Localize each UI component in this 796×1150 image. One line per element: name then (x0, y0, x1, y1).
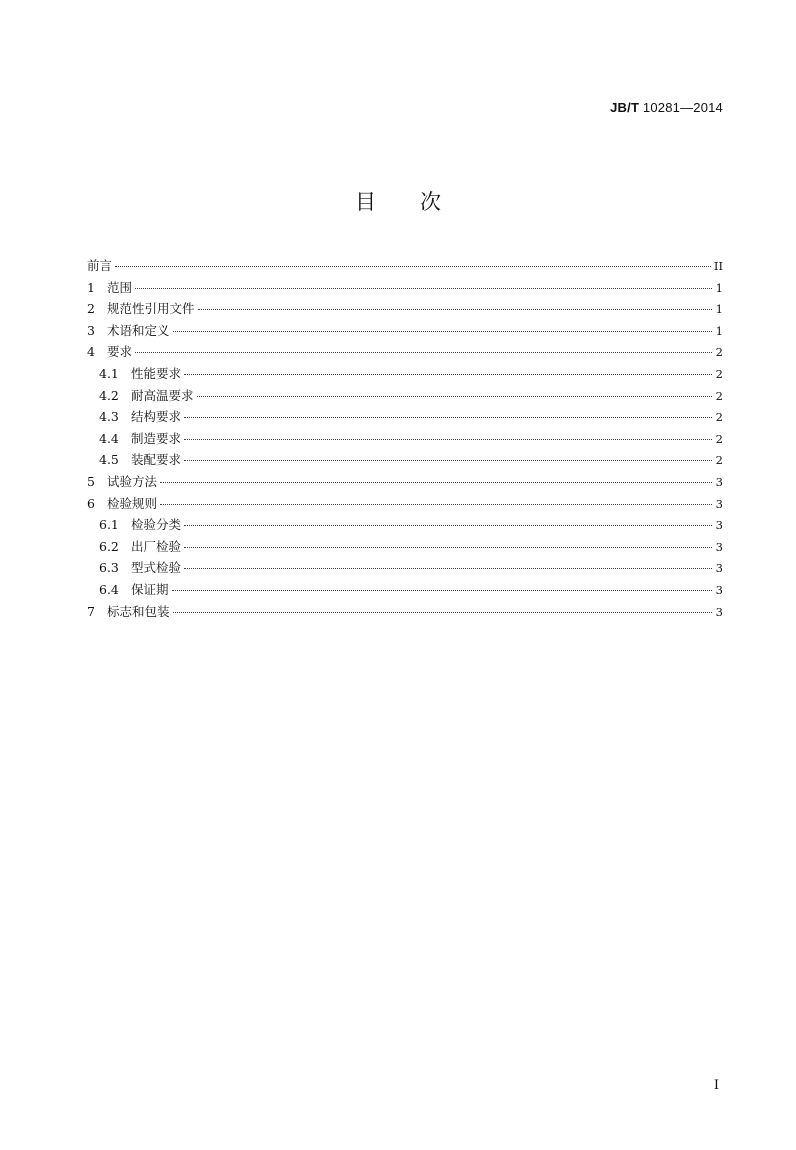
toc-entry-label: 规范性引用文件 (107, 301, 195, 317)
toc-entry[interactable] (87, 363, 723, 385)
toc-entry-label: 耐高温要求 (131, 387, 194, 403)
toc-dot-leader (184, 568, 712, 569)
standard-number: 10281—2014 (642, 100, 723, 115)
toc-entry-number: 4 (87, 344, 95, 360)
toc-entry-number: 5 (87, 473, 95, 489)
toc-entry-label: 范围 (107, 279, 133, 295)
toc-entry-label: 检验分类 (131, 517, 182, 533)
toc-entry-number: 4.4 (99, 430, 119, 446)
toc-entry-number: 6.4 (99, 581, 119, 597)
toc-dot-leader (184, 547, 712, 548)
toc-entry-number: 6.2 (99, 538, 119, 554)
toc-entry[interactable] (87, 514, 723, 536)
toc-dot-leader (160, 482, 712, 483)
table-of-contents (87, 255, 723, 622)
toc-entry[interactable] (87, 449, 723, 471)
toc-dot-leader (173, 331, 712, 332)
toc-entry-label: 性能要求 (131, 365, 182, 381)
toc-entry-page: 3 (715, 604, 723, 619)
toc-dot-leader (184, 525, 712, 526)
toc-entry[interactable] (87, 536, 723, 558)
toc-entry-page: 2 (715, 453, 723, 468)
toc-dot-leader (184, 439, 712, 440)
toc-dot-leader (173, 612, 712, 613)
toc-entry-label: 保证期 (131, 581, 169, 597)
toc-entry[interactable] (87, 579, 723, 601)
toc-entry[interactable] (87, 385, 723, 407)
toc-entry[interactable] (87, 471, 723, 493)
toc-entry[interactable] (87, 277, 723, 299)
toc-entry[interactable] (87, 601, 723, 623)
toc-entry-page: 2 (715, 431, 723, 446)
toc-entry-page: 3 (715, 582, 723, 597)
toc-entry-label: 出厂检验 (131, 538, 182, 554)
toc-entry-page: 2 (715, 388, 723, 403)
toc-entry[interactable] (87, 406, 723, 428)
toc-entry-label: 结构要求 (131, 409, 182, 425)
toc-entry-label: 装配要求 (131, 452, 182, 468)
toc-entry-page: 1 (715, 302, 723, 317)
toc-entry-page: 3 (715, 496, 723, 511)
toc-entry-page: 2 (715, 345, 723, 360)
toc-entry-number: 4.5 (99, 452, 119, 468)
toc-entry-number: 6.1 (99, 517, 119, 533)
standard-prefix: JB/T (610, 100, 640, 115)
toc-dot-leader (184, 417, 712, 418)
toc-entry-number: 7 (87, 603, 95, 619)
toc-dot-leader (115, 266, 711, 267)
standard-code (610, 100, 723, 115)
toc-entry-page: 2 (715, 410, 723, 425)
toc-entry-label: 术语和定义 (107, 322, 170, 338)
toc-entry[interactable] (87, 320, 723, 342)
toc-entry-label: 型式检验 (131, 560, 182, 576)
toc-entry-page: 3 (715, 539, 723, 554)
toc-dot-leader (198, 309, 712, 310)
toc-dot-leader (160, 504, 712, 505)
toc-entry[interactable] (87, 341, 723, 363)
toc-entry[interactable] (87, 428, 723, 450)
toc-entry[interactable] (87, 255, 723, 277)
toc-entry-page: 3 (715, 518, 723, 533)
toc-entry-page: 2 (715, 366, 723, 381)
toc-dot-leader (172, 590, 712, 591)
toc-entry-label: 检验规则 (107, 495, 158, 511)
toc-dot-leader (184, 460, 712, 461)
toc-entry-number: 6.3 (99, 560, 119, 576)
toc-entry-number: 1 (87, 279, 95, 295)
page-number: I (713, 1078, 719, 1093)
toc-entry-label: 制造要求 (131, 430, 182, 446)
toc-entry-number: 6 (87, 495, 95, 511)
toc-entry-number: 4.2 (99, 387, 119, 403)
toc-entry[interactable] (87, 557, 723, 579)
toc-dot-leader (197, 396, 712, 397)
toc-dot-leader (135, 288, 712, 289)
toc-entry-number: 2 (87, 301, 95, 317)
toc-dot-leader (184, 374, 712, 375)
toc-entry-number: 4.1 (99, 365, 119, 381)
page-title: 目次 (355, 190, 485, 214)
toc-entry-number: 4.3 (99, 409, 119, 425)
toc-entry-page: 3 (715, 561, 723, 576)
toc-entry-page: II (713, 259, 723, 273)
toc-entry-label: 前言 (87, 258, 113, 273)
toc-dot-leader (135, 352, 712, 353)
toc-entry[interactable] (87, 493, 723, 515)
toc-entry-page: 1 (715, 280, 723, 295)
toc-entry-page: 1 (715, 323, 723, 338)
toc-entry-label: 试验方法 (107, 473, 158, 489)
toc-entry[interactable] (87, 298, 723, 320)
toc-entry-page: 3 (715, 474, 723, 489)
toc-entry-label: 要求 (107, 344, 133, 360)
toc-entry-label: 标志和包装 (107, 603, 170, 619)
toc-entry-number: 3 (87, 322, 95, 338)
